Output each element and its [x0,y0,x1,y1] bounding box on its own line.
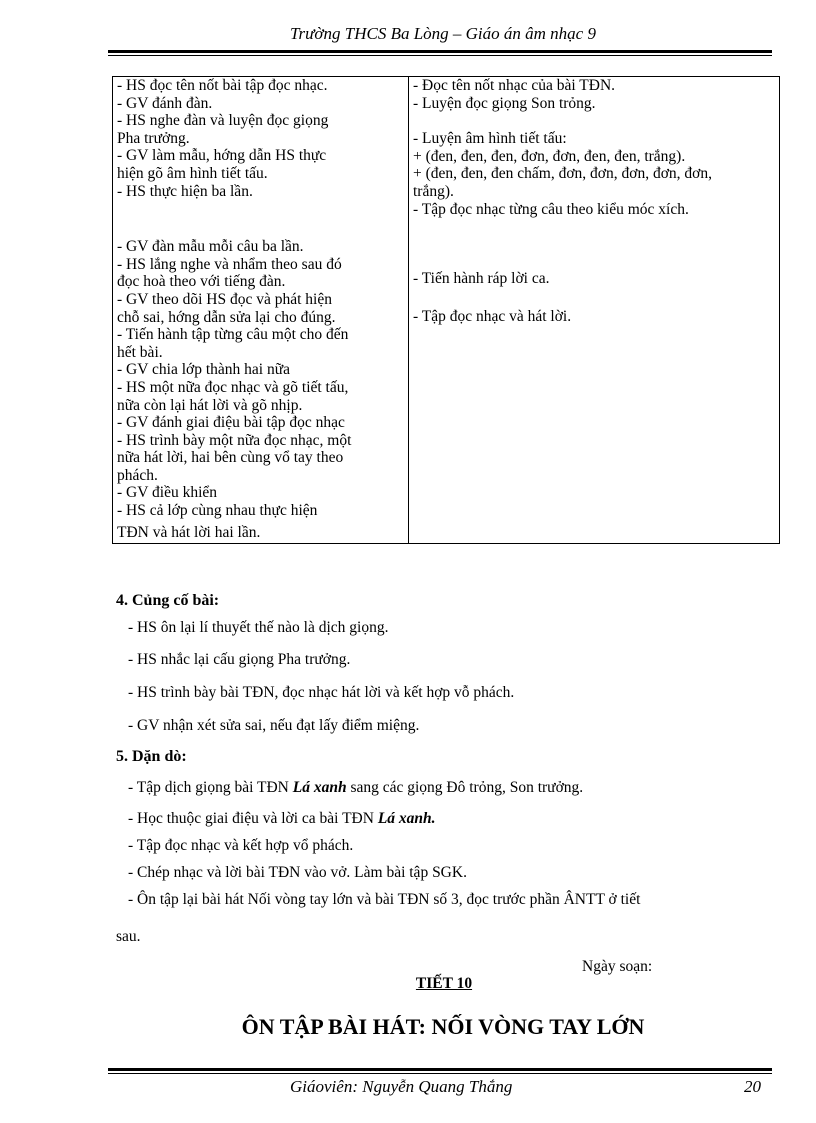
header-rule-thick [108,50,772,53]
right-line: - Luyện âm hình tiết tấu: [413,130,567,148]
left-line: - GV đánh đàn. [117,94,213,112]
page-number: 20 [744,1077,761,1096]
teacher-student-activities-cell [113,77,409,544]
right-line: - Đọc tên nốt nhạc của bài TĐN. [413,77,616,94]
left-line: hiện gõ âm hình tiết tấu. [117,164,268,182]
section-5-item: - Chép nhạc và lời bài TĐN vào vở. Làm bài tập SGK. [128,864,467,881]
left-line: - HS một nữa đọc nhạc và gõ tiết tấu, [117,378,349,396]
item-text: sang các giọng Đô trỏng, Son trưởng. [346,779,584,796]
section-5-item: - Ôn tập lại bài hát Nối vòng tay lớn và bài TĐN số 3, đọc trước phần ÂNTT ở tiết [128,891,641,908]
header-rule-thin [108,55,772,56]
section-5-item-continuation: sau. [116,928,141,945]
left-line: Pha trưởng. [117,129,190,147]
footer-author: Giáoviên: Nguyễn Quang Thắng [290,1077,513,1096]
item-text: - Tập dịch giọng bài TĐN [128,779,293,796]
left-line: - GV điều khiển [117,484,218,502]
left-line: chỗ sai, hớng dẫn sửa lại cho đúng. [117,308,336,326]
footer-rule-thin [108,1073,772,1074]
date-prepared-label: Ngày soạn: [582,958,653,975]
left-line: - HS cả lớp cùng nhau thực hiện [117,502,318,520]
left-line: - GV đàn mẫu mỗi câu ba lần. [117,238,304,256]
left-line: nữa hát lời, hai bên cùng vổ tay theo [117,449,344,467]
left-line: - GV làm mẫu, hớng dẫn HS thực [117,147,327,165]
left-line: - HS trình bày một nữa đọc nhạc, một [117,431,352,449]
lesson-title: ÔN TẬP BÀI HÁT: NỐI VÒNG TAY LỚN [241,1014,645,1039]
section-4-item: - HS trình bày bài TĐN, đọc nhạc hát lời và kết hợp vỗ phách. [128,684,515,701]
section-5-item [128,810,774,828]
right-line: + (đen, đen, đen, đơn, đơn, đen, đen, trắng). [413,147,686,165]
right-line: - Luyện đọc giọng Son trỏng. [413,94,596,112]
left-line: - Tiến hành tập từng câu một cho đến [117,326,349,344]
left-line: - HS đọc tên nốt bài tập đọc nhạc. [117,77,328,94]
left-line: hết bài. [117,343,163,361]
right-line: + (đen, đen, đen chấm, đơn, đơn, đơn, đơn, đơn, [413,165,712,183]
item-text: - Học thuộc giai điệu và lời ca bài TĐN [128,810,378,827]
right-line: trắng). [413,182,454,200]
content-cell [409,77,780,544]
section-4-item: - GV nhận xét sửa sai, nếu đạt lấy điểm miệng. [128,717,420,734]
section-5-title: 5. Dặn dò: [116,748,187,765]
section-5-item: - Tập đọc nhạc và kết hợp vổ phách. [128,837,354,854]
left-line: - GV chia lớp thành hai nữa [117,361,290,379]
left-line: - HS thực hiện ba lần. [117,182,253,200]
left-line: - GV đánh giai điệu bài tập đọc nhạc [117,414,345,432]
left-line: phách. [117,466,158,484]
right-line: - Tiến hành ráp lời ca. [413,270,550,288]
section-4-item: - HS ôn lại lí thuyết thế nào là dịch giọng. [128,619,389,636]
right-line: - Tập đọc nhạc từng câu theo kiểu móc xích. [413,200,689,218]
left-line: đọc hoà theo với tiếng đàn. [117,273,286,291]
lesson-activity-table [112,76,780,544]
left-line: nữa còn lại hát lời và gõ nhịp. [117,396,303,414]
footer-rule-thick [108,1068,772,1071]
section-4-item: - HS nhắc lại cấu giọng Pha trưởng. [128,651,351,668]
section-5-item [128,779,774,797]
left-line: TĐN và hát lời hai lần. [117,523,261,541]
song-title: Lá xanh. [377,810,436,827]
left-line: - HS lắng nghe và nhẩm theo sau đó [117,255,342,273]
section-4-title: 4. Củng cố bài: [116,592,220,609]
lesson-number: TIẾT 10 [415,975,473,992]
page-header-title: Trường THCS Ba Lòng – Giáo án âm nhạc 9 [290,24,596,43]
song-title: Lá xanh [292,779,347,796]
left-line: - HS nghe đàn và luyện đọc giọng [117,112,329,130]
right-line: - Tập đọc nhạc và hát lời. [413,307,572,325]
left-line: - GV theo dõi HS đọc và phát hiện [117,290,332,308]
